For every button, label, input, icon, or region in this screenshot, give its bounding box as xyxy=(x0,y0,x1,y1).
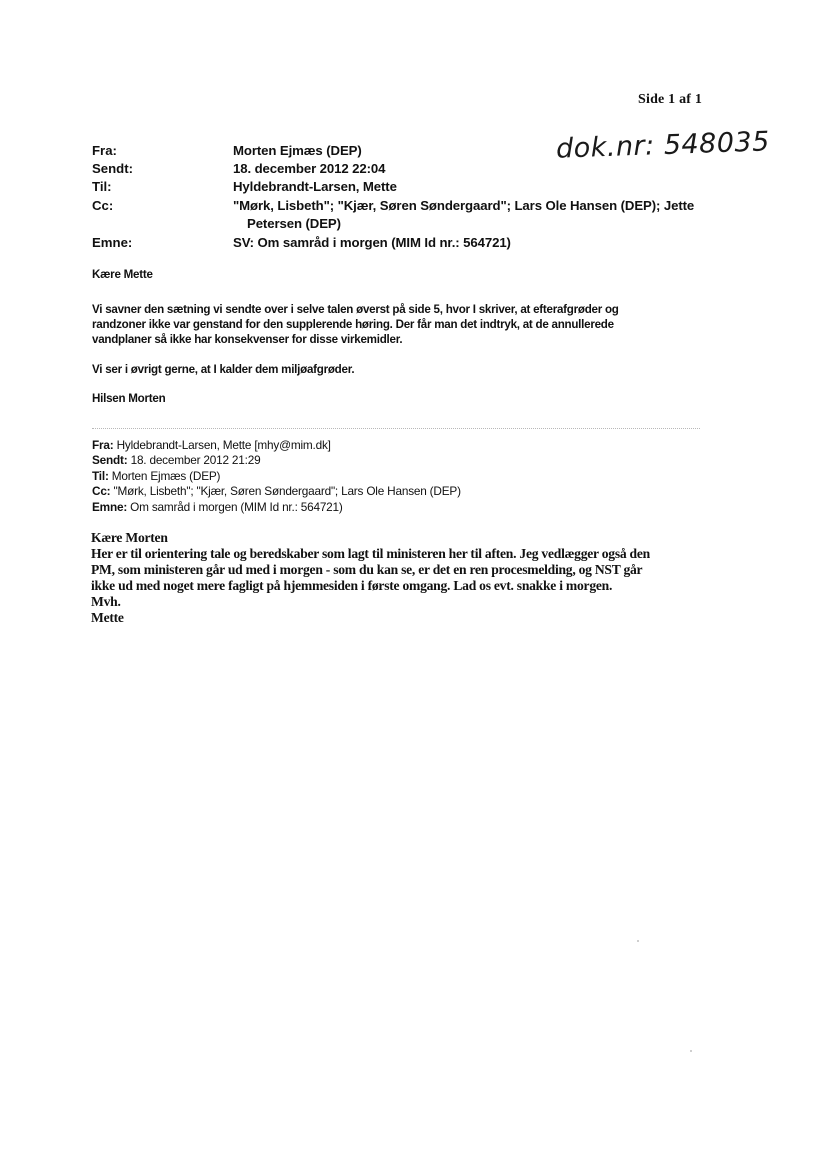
page-number: Side 1 af 1 xyxy=(638,92,703,107)
fwd-subject-value: Om samråd i morgen (MIM Id nr.: 564721) xyxy=(130,499,343,514)
fwd-sent-row xyxy=(92,453,692,468)
cc-value-line2: Petersen (DEP) xyxy=(247,216,341,231)
greeting: Kære Mette xyxy=(92,268,153,281)
scan-speck xyxy=(690,1050,692,1052)
fwd-cc-row xyxy=(92,484,692,499)
paragraph-2: Vi ser i øvrigt gerne, at I kalder dem miljøafgrøder. xyxy=(92,363,355,376)
cc-value-line1: "Mørk, Lisbeth"; "Kjær, Søren Søndergaard"; Lars Ole Hansen (DEP); Jette xyxy=(233,198,695,213)
fwd-subject-row xyxy=(92,500,692,515)
forwarded-header xyxy=(92,438,692,515)
handwritten-document-number: dok.nr: 548035 xyxy=(555,126,771,165)
to-label: Til: xyxy=(92,179,112,194)
subject-label: Emne: xyxy=(92,235,133,250)
to-value: Hyldebrandt-Larsen, Mette xyxy=(233,179,397,194)
paragraph-1 xyxy=(92,302,682,347)
fwd-body-line: Kære Morten xyxy=(91,530,168,545)
fwd-cc-value: "Mørk, Lisbeth"; "Kjær, Søren Søndergaard"; Lars Ole Hansen (DEP) xyxy=(113,484,461,499)
fwd-to-value: Morten Ejmæs (DEP) xyxy=(111,468,221,483)
fwd-from-value: Hyldebrandt-Larsen, Mette [mhy@mim.dk] xyxy=(116,438,331,452)
sent-value: 18. december 2012 22:04 xyxy=(233,161,386,176)
fwd-sent-value: 18. december 2012 21:29 xyxy=(130,453,261,468)
fwd-body-line: ikke ud med noget mere fagligt på hjemmesiden i første omgang. Lad os evt. snakke i morgen. xyxy=(91,578,613,593)
fwd-body-line: Mette xyxy=(91,610,124,625)
fwd-body-line: Her er til orientering tale og beredskaber som lagt til ministeren her til aften. Jeg vedlægger også den xyxy=(91,546,650,561)
from-value: Morten Ejmæs (DEP) xyxy=(233,143,362,158)
signoff: Hilsen Morten xyxy=(92,392,166,405)
fwd-body-line: PM, som ministeren går ud med i morgen - som du kan se, er det en ren procesmelding, og NST går xyxy=(91,562,643,577)
forwarded-body xyxy=(91,530,731,626)
fwd-to-label: Til: xyxy=(92,468,109,483)
fwd-cc-label: Cc: xyxy=(92,484,111,499)
paragraph-1-line: Vi savner den sætning vi sendte over i selve talen øverst på side 5, hvor I skriver, at efterafgrøder og xyxy=(92,303,619,316)
fwd-subject-label: Emne: xyxy=(92,499,128,514)
fwd-from-row xyxy=(92,438,692,453)
fwd-body-line: Mvh. xyxy=(91,594,121,609)
from-label: Fra: xyxy=(92,143,117,158)
message-divider xyxy=(92,428,700,429)
fwd-sent-label: Sendt: xyxy=(92,453,128,468)
scan-speck xyxy=(637,940,639,942)
cc-label: Cc: xyxy=(92,198,114,213)
sent-label: Sendt: xyxy=(92,161,134,176)
paragraph-1-line: vandplaner så ikke har konsekvenser for disse virkemidler. xyxy=(92,333,403,346)
fwd-from-label: Fra: xyxy=(92,438,114,452)
fwd-to-row xyxy=(92,469,692,484)
subject-value: SV: Om samråd i morgen (MIM Id nr.: 564721) xyxy=(233,235,511,250)
cc-value xyxy=(233,197,703,233)
paragraph-1-line: randzoner ikke var genstand for den supplerende høring. Der får man det indtryk, at de annullerede xyxy=(92,318,614,331)
